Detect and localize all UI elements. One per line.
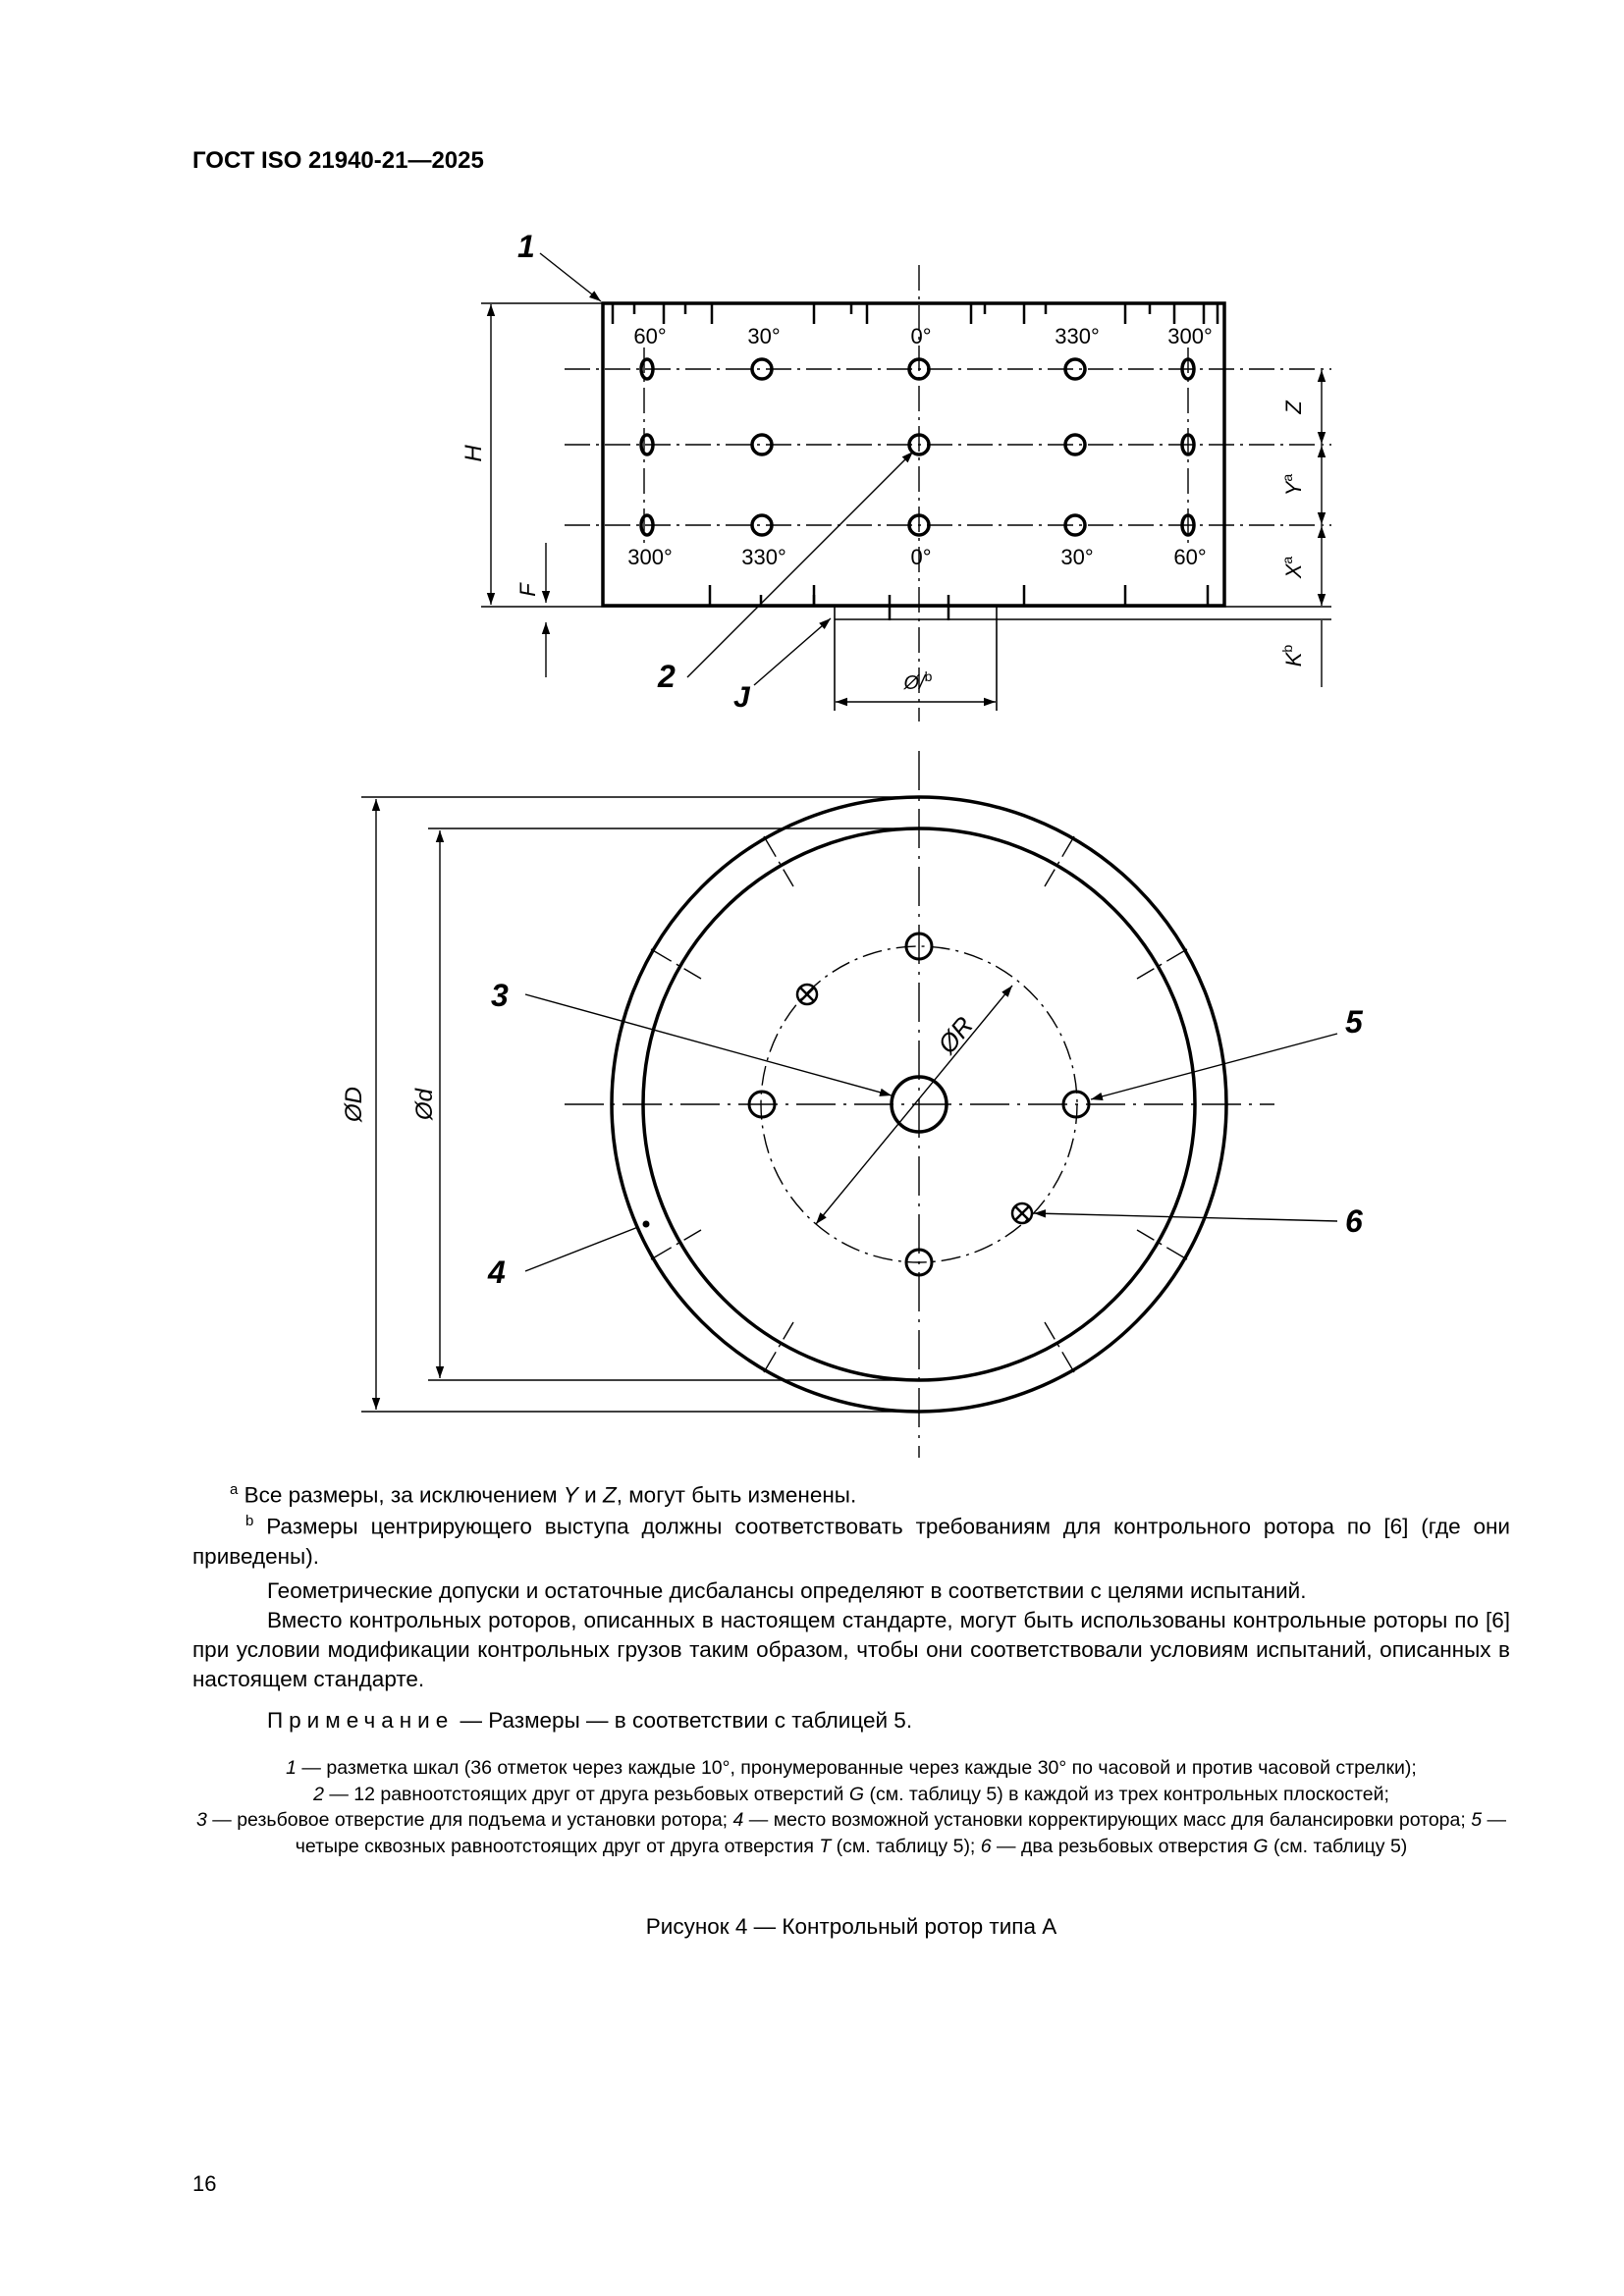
dim-j-label: J (733, 681, 750, 714)
svg-text:Xa (1279, 557, 1306, 580)
legend-text: — четыре сквозных равноотстоящих друг от друга отверстия (295, 1809, 1506, 1857)
legend-num: 6 (980, 1835, 992, 1857)
dim-inner-diameter-label: Ød (411, 1088, 438, 1121)
page-number: 16 (192, 2171, 217, 2196)
legend-var: G (848, 1783, 865, 1805)
callout-3: 3 (491, 978, 509, 1013)
footnote-a-text: Все размеры, за исключением (238, 1482, 564, 1508)
bottom-angle-label: 30° (1060, 545, 1094, 569)
note-text: — Размеры — в соответствии с таблицей 5. (454, 1708, 913, 1733)
bottom-angle-label: 0° (910, 545, 932, 569)
plan-view (361, 751, 1337, 1458)
footnote-a-y: Y (563, 1482, 578, 1508)
legend-num: 5 (1471, 1809, 1483, 1832)
legend-text: (см. таблицу 5) (1268, 1835, 1408, 1857)
dim-bolt-circle-label: ØR (932, 1010, 979, 1059)
top-angle-label: 60° (633, 324, 667, 348)
top-angle-label: 330° (1055, 324, 1100, 348)
callout-1: 1 (517, 229, 535, 264)
paragraph-tolerances: Геометрические допуски и остаточные дисбалансы определяют в соответствии с целями испытаний. (267, 1578, 1307, 1603)
footnote-a-and: и (577, 1482, 603, 1508)
dim-y-sup: a (1279, 473, 1295, 482)
paragraph-alternative-rotors: Вместо контрольных роторов, описанных в настоящем стандарте, могут быть использованы контрольные роторы по [6] при условии модификации контрольных грузов таким образом, чтобы они соответствовали условиям испытаний, описанных в настоящем стандарте. (192, 1608, 1510, 1692)
top-angle-label: 300° (1167, 324, 1213, 348)
footnote-b-text: Размеры центрирующего выступа должны соответствовать требованиям для контрольного ротора по [6] (где они приведены). (192, 1514, 1510, 1570)
legend-text: (см. таблицу 5); (831, 1835, 981, 1857)
footnote-a (192, 1480, 1510, 1511)
dim-k-label: K (1281, 652, 1306, 667)
document-header: ГОСТ ISO 21940-21—2025 (192, 147, 484, 174)
dim-f-label: F (515, 583, 540, 597)
footnote-a-tail: , могут быть изменены. (616, 1482, 857, 1508)
svg-text:Kb (1279, 645, 1306, 667)
note-label: Примечание (267, 1708, 455, 1733)
note (267, 1708, 912, 1734)
svg-text:Ya (1279, 474, 1306, 497)
bottom-angle-label: 330° (741, 545, 786, 569)
legend-text: — разметка шкал (36 отметок через каждые 10°, пронумерованные через каждые 30° по часовой и против часовой стрелки); (297, 1757, 1417, 1779)
legend-num: 1 (286, 1757, 298, 1779)
legend-var: T (819, 1835, 832, 1857)
bottom-angle-label: 60° (1173, 545, 1207, 569)
dim-z-label: Z (1281, 400, 1306, 414)
dim-x-label: X (1281, 563, 1306, 579)
dim-k-sup: b (1279, 644, 1295, 653)
svg-text:Ø/b (903, 668, 933, 694)
callout-5: 5 (1345, 1004, 1363, 1040)
legend-text: — резьбовое отверстие для подъема и установки ротора; (206, 1809, 733, 1832)
legend-text: — место возможной установки корректирующих масс для балансировки ротора; (743, 1809, 1472, 1832)
footnote-a-z: Z (602, 1482, 617, 1508)
callout-6: 6 (1345, 1203, 1363, 1239)
footnote-mark-a: a (230, 1481, 239, 1498)
footnote-b (192, 1512, 1510, 1573)
legend-var: G (1253, 1835, 1269, 1857)
figure-caption: Рисунок 4 — Контрольный ротор типа А (645, 1914, 1057, 1939)
dim-l-sup: b (924, 668, 933, 684)
legend-num: 2 (313, 1783, 324, 1805)
dim-l-label: Ø/ (903, 672, 925, 694)
dim-y-label: Y (1281, 481, 1306, 497)
dim-outer-diameter-label: ØD (341, 1087, 367, 1122)
top-angle-label: 30° (747, 324, 781, 348)
figure-legend (192, 1755, 1510, 1859)
footnote-mark-b: b (245, 1513, 254, 1529)
legend-text: (см. таблицу 5) в каждой из трех контрольных плоскостей; (864, 1783, 1389, 1805)
drawing-labels (341, 229, 1364, 1290)
legend-num: 3 (196, 1809, 207, 1832)
legend-num: 4 (732, 1809, 744, 1832)
callout-4: 4 (488, 1255, 506, 1290)
dim-x-sup: a (1279, 556, 1295, 564)
top-angle-label: 0° (910, 324, 932, 348)
dim-h-label: H (460, 445, 487, 462)
bottom-angle-label: 300° (627, 545, 673, 569)
callout-2: 2 (658, 659, 676, 694)
legend-text: — два резьбовых отверстия (991, 1835, 1254, 1857)
legend-text: — 12 равноотстоящих друг от друга резьбовых отверстий (323, 1783, 849, 1805)
